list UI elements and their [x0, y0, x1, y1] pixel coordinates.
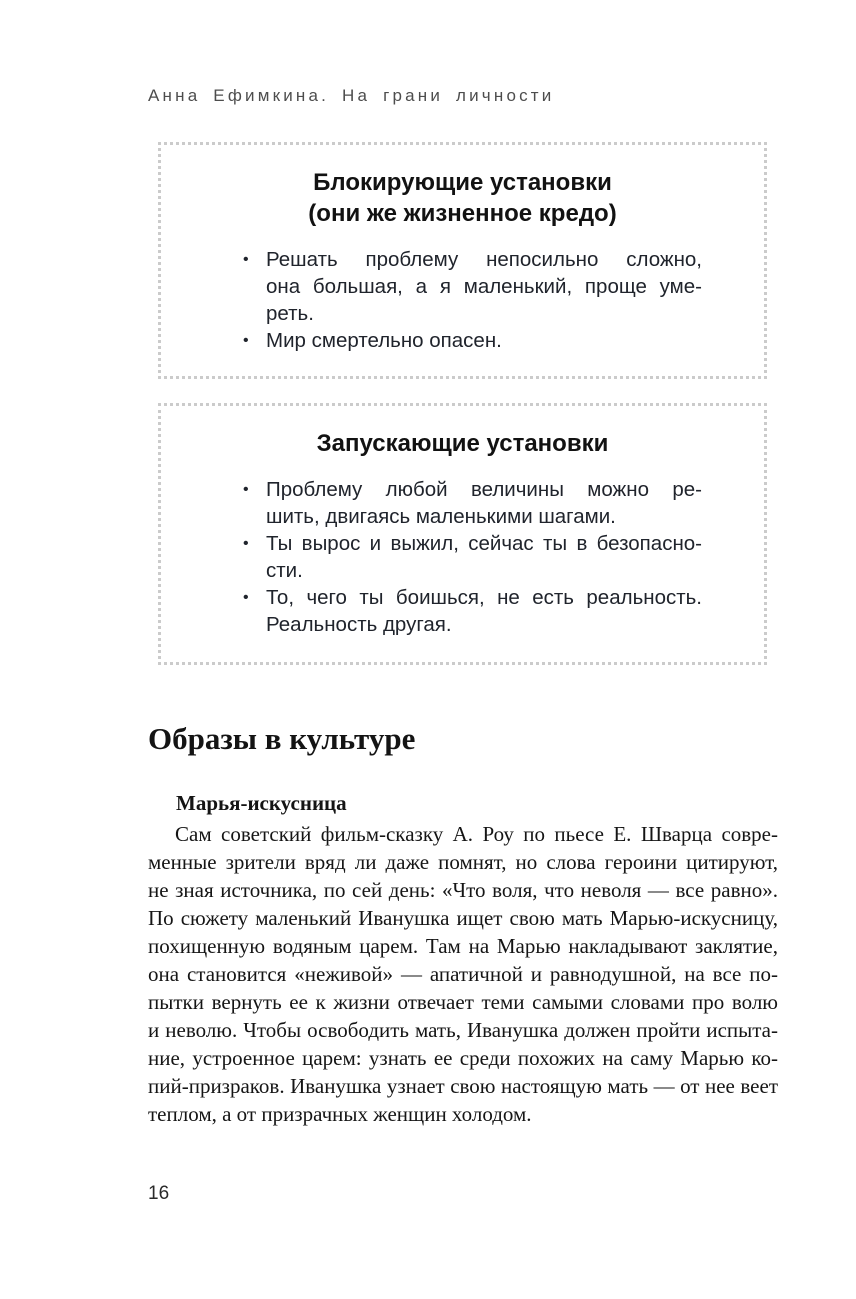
blocking-beliefs-box [158, 142, 767, 379]
running-header: Анна Ефимкина. На грани личности [148, 86, 555, 105]
bullet-line: Реальность другая. [266, 613, 452, 636]
paragraph-line: пий-призраков. Иванушка узнает свою настоящую мать — от нее веет [148, 1074, 778, 1098]
triggering-beliefs-box [158, 403, 767, 665]
bullet-list [243, 246, 702, 354]
bullet-line: Решать проблему непосильно сложно, [266, 248, 702, 271]
box-title-line: Блокирующие установки [313, 169, 612, 196]
box-title-line: (они же жизненное кредо) [308, 200, 617, 227]
bullet-line: реть. [266, 302, 314, 325]
bullet-icon: • [243, 251, 249, 268]
paragraph-line: и неволю. Чтобы освободить мать, Иванушка должен пройти испыта- [148, 1018, 778, 1042]
bullet-icon: • [243, 589, 249, 606]
box-title-line: Запускающие установки [316, 430, 609, 457]
bullet-line: Ты вырос и выжил, сейчас ты в безопасно- [266, 532, 702, 555]
bullet-item [243, 530, 702, 584]
section-heading: Образы в культуре [148, 721, 416, 756]
bullet-item [243, 584, 702, 638]
body-paragraph [148, 820, 778, 1128]
bullet-item [243, 476, 702, 530]
box-title [161, 428, 764, 459]
paragraph-line: теплом, а от призрачных женщин холодом. [148, 1102, 532, 1126]
paragraph-line: Сам советский фильм-сказку А. Роу по пьесе Е. Шварца совре- [175, 822, 778, 846]
paragraph-line: По сюжету маленький Иванушка ищет свою мать Марью-искусницу, [148, 906, 778, 930]
paragraph-line: она становится «неживой» — апатичной и равнодушной, на все по- [148, 962, 778, 986]
bullet-icon: • [243, 535, 249, 552]
bullet-icon: • [243, 332, 249, 349]
bullet-line: Проблему любой величины можно ре- [266, 478, 702, 501]
box-title [161, 167, 764, 229]
bullet-list [243, 476, 702, 638]
bullet-line: шить, двигаясь маленькими шагами. [266, 505, 616, 528]
paragraph-line: похищенную водяным царем. Там на Марью накладывают заклятие, [148, 934, 778, 958]
paragraph-line: пытки вернуть ее к жизни отвечает теми самыми словами про волю [148, 990, 778, 1014]
paragraph-line: ние, устроенное царем: узнать ее среди похожих на саму Марью ко- [148, 1046, 778, 1070]
bullet-item [243, 327, 702, 354]
bullet-line: сти. [266, 559, 303, 582]
paragraph-line: не зная источника, по сей день: «Что воля, что неволя — все равно». [148, 878, 778, 902]
bullet-icon: • [243, 481, 249, 498]
paragraph-line: менные зрители вряд ли даже помнят, но слова героини цитируют, [148, 850, 778, 874]
bullet-line: она большая, а я маленький, проще уме- [266, 275, 702, 298]
subsection-heading: Марья-искусница [176, 791, 347, 815]
bullet-line: Мир смертельно опасен. [266, 329, 502, 352]
bullet-item [243, 246, 702, 327]
bullet-line: То, чего ты боишься, не есть реальность. [266, 586, 702, 609]
page-number: 16 [148, 1183, 170, 1204]
